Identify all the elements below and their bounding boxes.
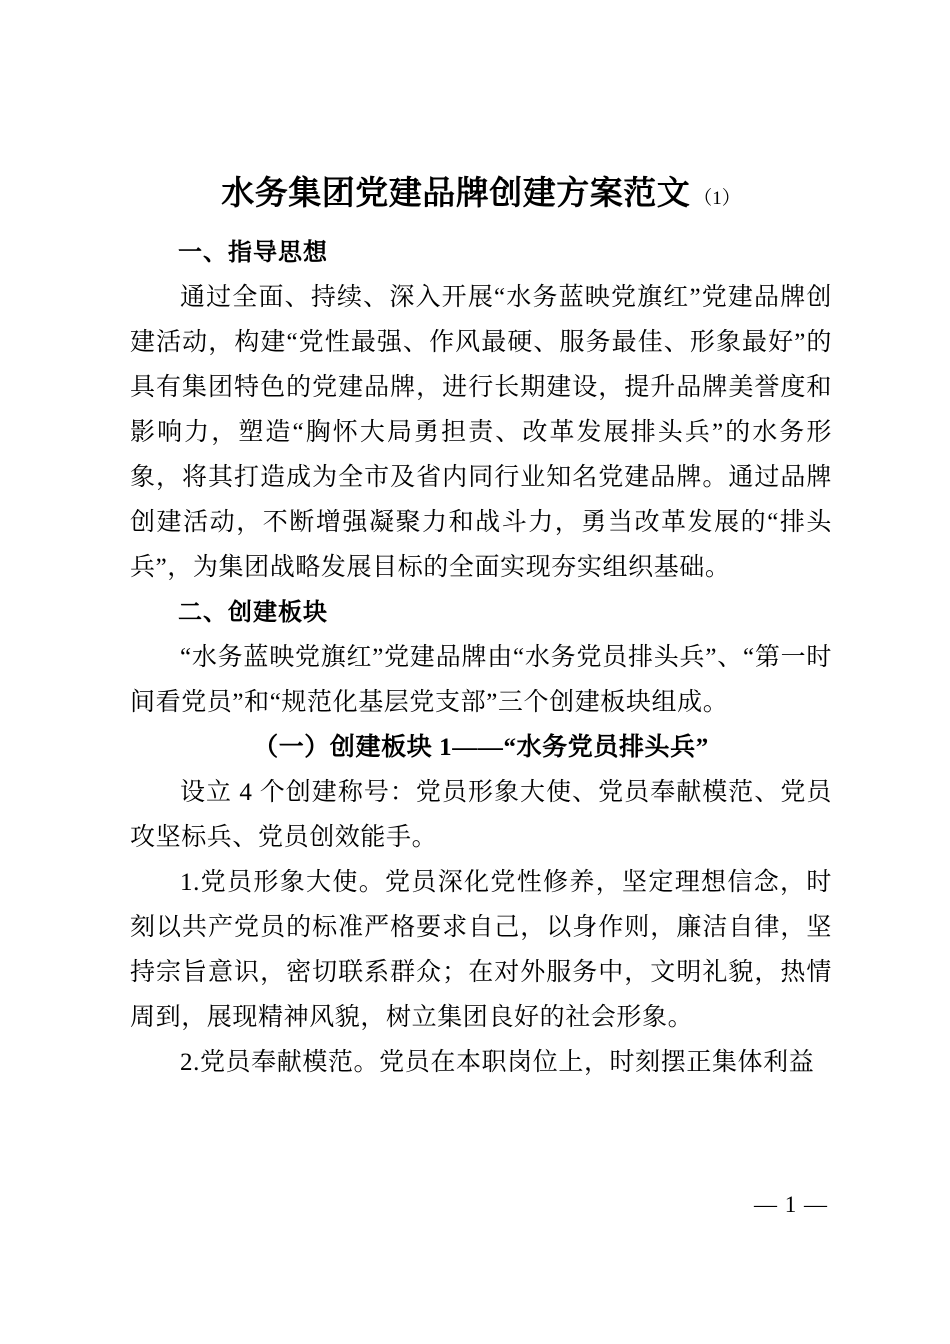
page-title — [130, 0, 832, 222]
section-1-paragraph-1: 通过全面、持续、深入开展“水务蓝映党旗红”党建品牌创建活动，构建“党性最强、作风最硬、服务最佳、形象最好”的具有集团特色的党建品牌，进行长期建设，提升品牌美誉度和影响力，塑造“胸怀大局勇担责、改革发展排头兵”的水务形象，将其打造成为全市及省内同行业知名党建品牌。通过品牌创建活动，不断增强凝聚力和战斗力，勇当改革发展的“排头兵”，为集团战略发展目标的全面实现夯实组织基础。 — [130, 284, 832, 581]
section-heading-1: 一、指导思想 — [178, 239, 328, 266]
document-body — [130, 0, 832, 1085]
subsection-1-paragraph-3: 2.党员奉献模范。党员在本职岗位上，时刻摆正集体利益 — [180, 1049, 815, 1076]
section-2-paragraph-1: “水务蓝映党旗红”党建品牌由“水务党员排头兵”、“第一时间看党员”和“规范化基层党支部”三个创建板块组成。 — [130, 644, 832, 716]
title-spacer — [130, 222, 832, 230]
subsection-1-paragraph-2: 1.党员形象大使。党员深化党性修养，坚定理想信念，时刻以共产党员的标准严格要求自己，以身作则，廉洁自律，坚持宗旨意识，密切联系群众；在对外服务中，文明礼貌，热情周到，展现精神风貌，树立集团良好的社会形象。 — [130, 869, 832, 1031]
page-title-suffix: （1） — [693, 188, 741, 209]
subsection-1-paragraph-1: 设立 4 个创建称号：党员形象大使、党员奉献模范、党员攻坚标兵、党员创效能手。 — [130, 779, 832, 851]
section-heading-2: 二、创建板块 — [178, 599, 328, 626]
page-number-footer: — 1 — — [754, 1192, 828, 1217]
subsection-heading-1: （一）创建板块 1——“水务党员排头兵” — [253, 734, 709, 761]
page-title-main: 水务集团党建品牌创建方案范文 — [221, 174, 691, 211]
